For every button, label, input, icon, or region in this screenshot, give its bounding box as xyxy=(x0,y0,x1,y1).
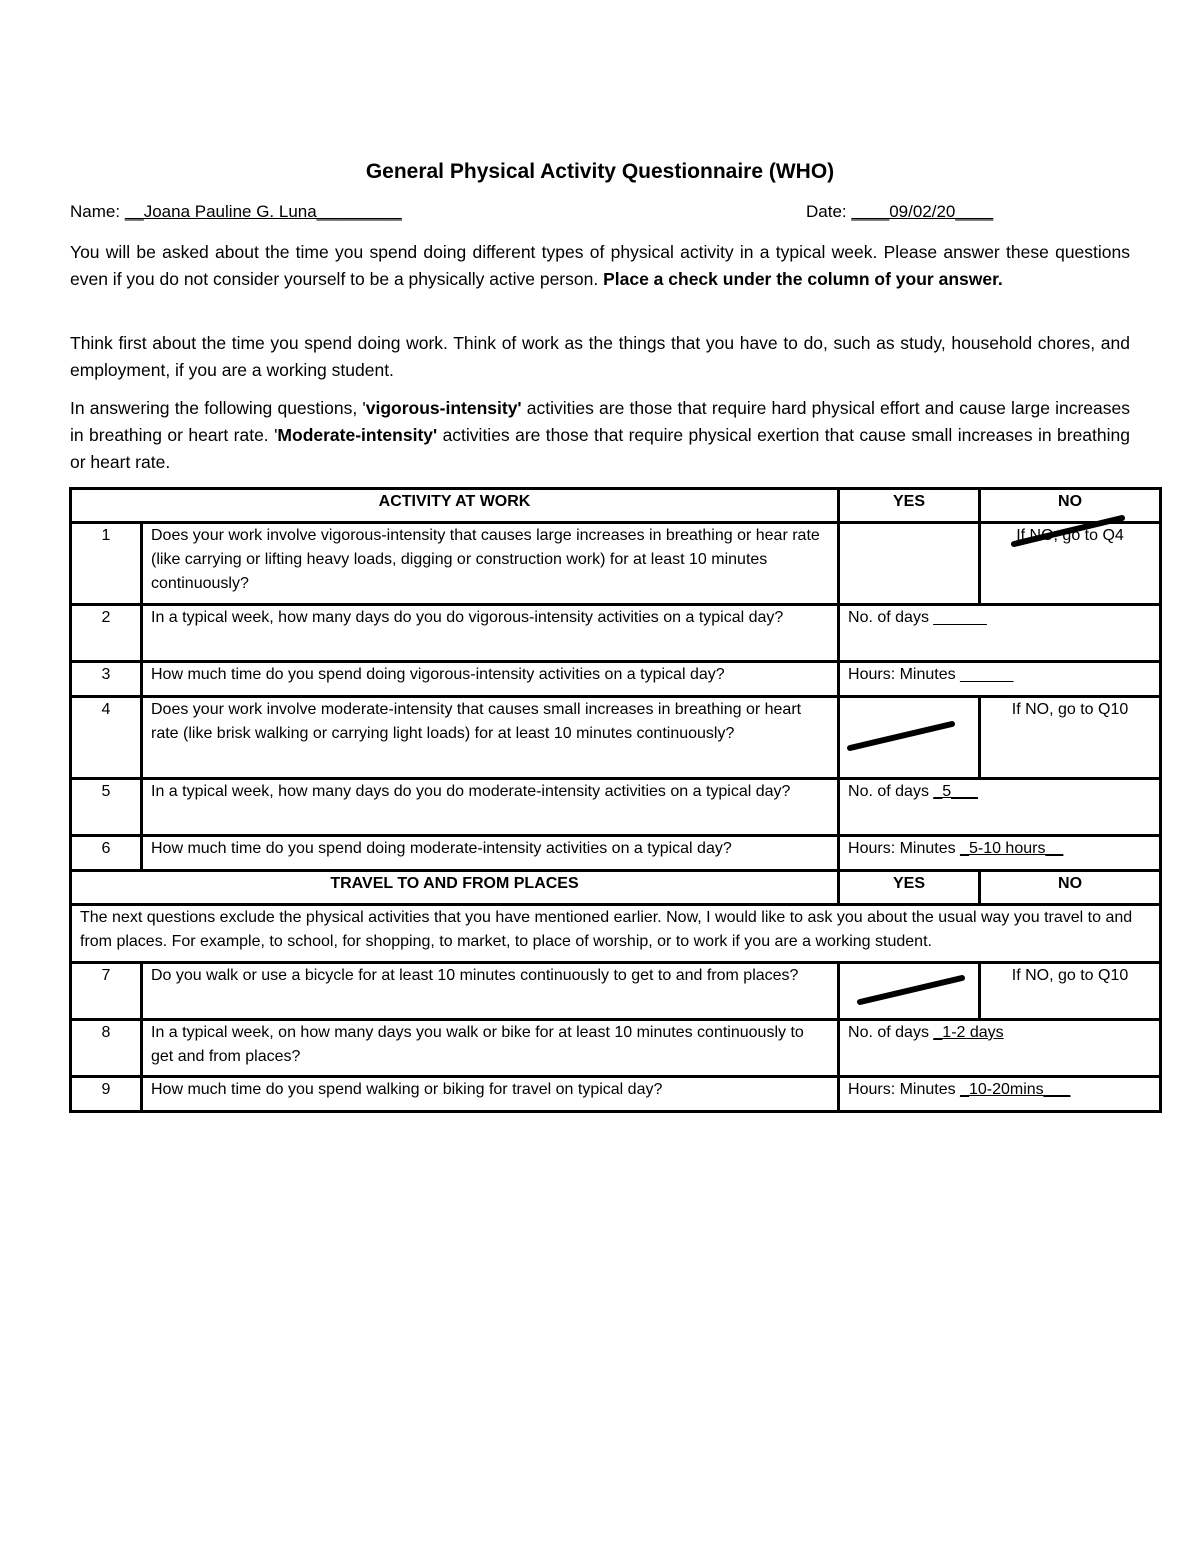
question-text: In a typical week, how many days do you do moderate-intensity activities on a typical day? xyxy=(142,779,839,836)
travel-section-header: TRAVEL TO AND FROM PLACES xyxy=(71,871,839,905)
instructions-paragraph xyxy=(70,239,1130,293)
check-mark-icon xyxy=(1010,514,1130,554)
question-text: How much time do you spend doing moderate-intensity activities on a typical day? xyxy=(142,836,839,871)
skip-instruction: If NO, go to Q4 xyxy=(1016,527,1124,544)
no-column-header: NO xyxy=(980,871,1161,905)
answer-cell[interactable] xyxy=(839,836,1161,871)
table-row xyxy=(71,1020,1161,1077)
answer-label: No. of days xyxy=(848,783,934,800)
question-number: 8 xyxy=(71,1020,142,1077)
table-row xyxy=(71,662,1161,697)
table-row xyxy=(71,836,1161,871)
yes-column-header: YES xyxy=(839,871,980,905)
question-text: Does your work involve vigorous-intensity that causes large increases in breathing or hear rate (like carrying or lifting heavy loads, digging or construction work) for at least 10 minutes continuously? xyxy=(142,523,839,605)
answer-cell[interactable] xyxy=(839,1020,1161,1077)
check-mark-icon xyxy=(856,974,968,1008)
question-text: How much time do you spend doing vigorous-intensity activities on a typical day? xyxy=(142,662,839,697)
answer-cell[interactable] xyxy=(839,605,1161,662)
date-value: ____09/02/20____ xyxy=(851,202,994,221)
question-text: In a typical week, on how many days you walk or bike for at least 10 minutes continuously to get and from places? xyxy=(142,1020,839,1077)
work-header-row xyxy=(71,489,1161,523)
date-field xyxy=(806,202,993,222)
work-section-header: ACTIVITY AT WORK xyxy=(71,489,839,523)
question-number: 7 xyxy=(71,963,142,1020)
answer-label: No. of days xyxy=(848,1024,934,1041)
question-text: Does your work involve moderate-intensity that causes small increases in breathing or heart rate (like brisk walking or carrying light loads) for at least 10 minutes continuously? xyxy=(142,697,839,779)
question-number: 2 xyxy=(71,605,142,662)
question-number: 1 xyxy=(71,523,142,605)
instructions-text: You will be asked about the time you spend doing different types of physical activity in a typical week. Please answer these questions even if you do not consider yourself to be a physically active person. xyxy=(70,242,1130,289)
answer-label: Hours: Minutes xyxy=(848,840,961,857)
definition-text-1: In answering the following questions, ' xyxy=(70,398,366,418)
question-number: 6 xyxy=(71,836,142,871)
table-row xyxy=(71,963,1161,1020)
question-number: 3 xyxy=(71,662,142,697)
skip-instruction: If NO, go to Q10 xyxy=(1011,967,1129,984)
answer-cell[interactable] xyxy=(839,779,1161,836)
question-text: In a typical week, how many days do you do vigorous-intensity activities on a typical day? xyxy=(142,605,839,662)
date-label: Date: xyxy=(806,202,847,221)
intensity-definition-paragraph xyxy=(70,395,1130,476)
work-intro-paragraph: Think first about the time you spend doing work. Think of work as the things that you have to do, such as study, household chores, and employment, if you are a working student. xyxy=(70,333,1130,380)
check-mark-icon xyxy=(846,720,958,754)
question-number: 4 xyxy=(71,697,142,779)
answer-cell[interactable] xyxy=(839,1077,1161,1112)
table-row xyxy=(71,605,1161,662)
question-number: 5 xyxy=(71,779,142,836)
name-field xyxy=(70,202,402,222)
travel-header-row xyxy=(71,871,1161,905)
answer-value: _5-10 hours__ xyxy=(960,840,1064,857)
answer-label: Hours: Minutes xyxy=(848,666,961,683)
moderate-term: Moderate-intensity' xyxy=(277,425,438,445)
question-number: 9 xyxy=(71,1077,142,1112)
no-answer-cell[interactable] xyxy=(980,963,1161,1020)
page-title: General Physical Activity Questionnaire (WHO) xyxy=(365,160,835,183)
yes-answer-cell[interactable] xyxy=(839,963,980,1020)
skip-instruction: If NO, go to Q10 xyxy=(1011,701,1129,718)
answer-label: No. of days xyxy=(848,609,934,626)
table-row xyxy=(71,1077,1161,1112)
vigorous-term: vigorous-intensity' xyxy=(365,398,522,418)
table-row xyxy=(71,697,1161,779)
answer-value: ______ xyxy=(960,666,1014,683)
name-label: Name: xyxy=(70,202,121,221)
definition-text-2: activities are those that require hard physical effort and cause large increases in breathing or heart rate. ' xyxy=(70,398,1130,445)
name-value: __Joana Pauline G. Luna_________ xyxy=(124,202,402,221)
definition-text-3: activities are those that require physical exertion that cause small increases in breathing or heart rate. xyxy=(70,425,1130,472)
yes-answer-cell[interactable] xyxy=(839,697,980,779)
table-row xyxy=(71,779,1161,836)
no-column-header: NO xyxy=(980,489,1161,523)
answer-value: _5___ xyxy=(933,783,978,800)
instructions-emphasis: Place a check under the column of your answer. xyxy=(603,269,1003,289)
travel-intro-row xyxy=(71,905,1161,963)
travel-intro-text: The next questions exclude the physical activities that you have mentioned earlier. Now, I would like to ask you about the usual way you travel to and from places. For example, to school, for shopping, to market, to place of worship, or to work if you are a working student. xyxy=(71,905,1161,963)
question-text: Do you walk or use a bicycle for at least 10 minutes continuously to get to and from places? xyxy=(142,963,839,1020)
yes-column-header: YES xyxy=(839,489,980,523)
yes-answer-cell[interactable] xyxy=(839,523,980,605)
answer-value: _1-2 days xyxy=(933,1024,1004,1041)
answer-cell[interactable] xyxy=(839,662,1161,697)
answer-label: Hours: Minutes xyxy=(848,1081,961,1098)
answer-value: _10-20mins___ xyxy=(960,1081,1071,1098)
no-answer-cell[interactable] xyxy=(980,523,1161,605)
questionnaire-table xyxy=(69,487,1162,1113)
question-text: How much time do you spend walking or biking for travel on typical day? xyxy=(142,1077,839,1112)
table-row xyxy=(71,523,1161,605)
no-skip-note xyxy=(1016,524,1124,548)
answer-value: ______ xyxy=(933,609,987,626)
no-answer-cell[interactable] xyxy=(980,697,1161,779)
